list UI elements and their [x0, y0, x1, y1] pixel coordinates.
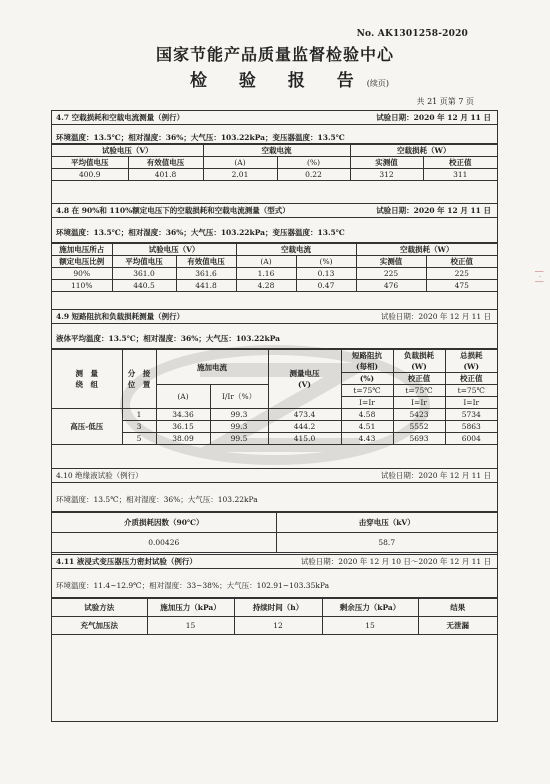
test-date: 试验日期：2020 年 12 月 10 日～2020 年 12 月 11 日: [300, 557, 491, 566]
section-header: [52, 111, 497, 125]
header-text: 测量电压: [289, 369, 320, 378]
section-title: 4.7 空载损耗和空载电流测量（例行）: [56, 113, 185, 122]
table-row: [52, 409, 497, 421]
header-cell: 施加压力（kPa）: [147, 599, 234, 617]
header-cell: (%): [341, 373, 393, 385]
header-cell: 平均值电压: [52, 157, 128, 169]
report-body: [51, 110, 498, 722]
header-cell: 校正值: [423, 157, 497, 169]
header-cell: 试验电压（V）: [112, 244, 236, 256]
voltage-ratio-table: [52, 243, 497, 292]
section-title: 4.8 在 90%和 110%额定电压下的空载损耗和空载电流测量（型式）: [56, 206, 290, 215]
table-cell: 34.36: [156, 409, 210, 421]
no-load-table: [52, 144, 497, 181]
table-cell: 6004: [445, 433, 497, 445]
load-loss-table: [52, 349, 497, 445]
table-cell: 5863: [445, 421, 497, 433]
table-cell: 4.43: [341, 433, 393, 445]
header-cell: t=75℃: [445, 385, 497, 397]
section-4-11: [52, 554, 497, 635]
header-cell: 实测值: [356, 256, 426, 268]
header-cell: I=Ir: [393, 397, 445, 409]
table-cell: 0.13: [296, 268, 356, 280]
table-cell: 99.5: [210, 433, 268, 445]
header-cell: t=75℃: [393, 385, 445, 397]
test-conditions-text: 液体平均温度：13.5℃；相对湿度：36%；大气压：103.22kPa: [56, 334, 281, 343]
header-cell: (%): [277, 157, 350, 169]
section-header: [52, 203, 497, 218]
table-cell: 1: [122, 409, 156, 421]
table-cell: 2.01: [203, 169, 277, 181]
table-cell: 440.5: [112, 280, 176, 292]
table-cell: 473.4: [268, 409, 341, 421]
table-cell: 99.3: [210, 421, 268, 433]
table-cell: 5693: [393, 433, 445, 445]
test-conditions: 环境温度：11.4~12.9℃；相对湿度：33~38%；大气压：102.91~103.35kPa: [52, 569, 497, 598]
header-text: (V): [298, 380, 311, 389]
side-seal-mark: | · |: [535, 270, 544, 284]
section-4-7: [52, 111, 497, 181]
table-cell: 0.00426: [52, 533, 276, 553]
table-row: [52, 268, 497, 280]
header-cell: [393, 350, 445, 373]
table-cell: 110%: [52, 280, 112, 292]
header-cell: 施加电流: [156, 350, 268, 385]
test-date: 试验日期：2020 年 12 月 11 日: [376, 113, 491, 122]
header-cell: 剩余压力（kPa）: [322, 599, 418, 617]
header-text: 测 量: [75, 369, 98, 378]
test-date: 试验日期：2020 年 12 月 11 日: [376, 206, 491, 215]
header-cell: t=75℃: [341, 385, 393, 397]
winding-cell: 高压-低压: [52, 409, 122, 445]
test-conditions: 环境温度：13.5℃；相对湿度：36%；大气压：103.22kPa；变压器温度：13.5℃: [52, 125, 497, 144]
header-text: 负载损耗: [404, 351, 434, 360]
table-cell: 5: [122, 433, 156, 445]
table-row: [52, 169, 497, 181]
header-cell: [341, 350, 393, 373]
header-cell: 平均值电压: [112, 256, 176, 268]
header-cell: (A): [156, 385, 210, 409]
table-cell: 5552: [393, 421, 445, 433]
table-cell: 312: [350, 169, 423, 181]
header-cell: I=Ir: [341, 397, 393, 409]
section-4-10: [52, 468, 497, 553]
header-cell: 空载电流: [203, 145, 350, 157]
report-title-text: 检 验 报 告: [190, 71, 367, 91]
table-row: [52, 617, 497, 635]
table-cell: 36.15: [156, 421, 210, 433]
header-cell: 有效值电压: [128, 157, 203, 169]
test-conditions: 环境温度：13.5℃；相对湿度：36%；大气压：103.22kPa: [52, 483, 497, 512]
table-cell: 400.9: [52, 169, 128, 181]
header-cell: 校正值: [393, 373, 445, 385]
table-cell: 4.28: [236, 280, 296, 292]
header-text: 短路阻抗: [352, 351, 382, 360]
section-title: 4.11 液浸式变压器压力密封试验（例行）: [56, 557, 197, 566]
table-cell: 444.2: [268, 421, 341, 433]
section-4-8: [52, 203, 497, 292]
header-cell: [445, 350, 497, 373]
table-cell: 38.09: [156, 433, 210, 445]
table-cell: 4.51: [341, 421, 393, 433]
table-cell: 441.8: [176, 280, 236, 292]
table-cell: 4.58: [341, 409, 393, 421]
header-cell: (%): [296, 256, 356, 268]
table-cell: 415.0: [268, 433, 341, 445]
header-cell: 介质损耗因数（90℃）: [52, 513, 276, 533]
table-cell: 225: [356, 268, 426, 280]
table-cell: 充气加压法: [52, 617, 147, 635]
section-header: [52, 554, 497, 569]
report-title: [190, 66, 389, 91]
table-cell: 3: [122, 421, 156, 433]
table-cell: 311: [423, 169, 497, 181]
header-cell: 空载电流: [236, 244, 356, 256]
section-header: [52, 468, 497, 483]
header-cell: I=Ir: [445, 397, 497, 409]
header-text: 位 置: [127, 380, 151, 389]
document-number: No. AK1301258-2020: [356, 29, 468, 39]
test-conditions: [52, 324, 497, 349]
header-cell: 实测值: [350, 157, 423, 169]
table-cell: 12: [234, 617, 322, 635]
header-text: 总损耗: [460, 351, 483, 360]
table-cell: 225: [426, 268, 497, 280]
table-cell: 475: [426, 280, 497, 292]
table-cell: 361.0: [112, 268, 176, 280]
header-cell: 试验方法: [52, 599, 147, 617]
section-title: 4.9 短路阻抗和负载损耗测量（例行）: [56, 312, 185, 321]
header-cell: [268, 350, 341, 409]
header-cell: 有效值电压: [176, 256, 236, 268]
header-cell: 施加电压所占: [52, 244, 112, 256]
table-row: [52, 533, 497, 553]
table-cell: 无泄漏: [418, 617, 497, 635]
table-cell: 0.47: [296, 280, 356, 292]
header-text: 分 接: [127, 369, 151, 378]
header-text: 绕 组: [75, 380, 98, 389]
table-cell: 401.8: [128, 169, 203, 181]
table-cell: 5423: [393, 409, 445, 421]
table-cell: 90%: [52, 268, 112, 280]
header-cell: 额定电压比例: [52, 256, 112, 268]
header-cell: 击穿电压（kV）: [276, 513, 497, 533]
table-cell: 15: [322, 617, 418, 635]
table-cell: 476: [356, 280, 426, 292]
header-cell: 校正值: [426, 256, 497, 268]
table-row: [52, 280, 497, 292]
test-conditions: 环境温度：13.5℃；相对湿度：36%；大气压：103.22kPa；变压器温度：13.5℃: [52, 218, 497, 243]
test-date: 试验日期：2020 年 12 月 11 日: [380, 471, 491, 480]
header-cell: 持续时间（h）: [234, 599, 322, 617]
table-cell: 99.3: [210, 409, 268, 421]
header-cell: I/Ir（%）: [210, 385, 268, 409]
header-text: (W): [463, 362, 480, 371]
continued-label: (续页): [366, 79, 390, 88]
table-cell: 0.22: [277, 169, 350, 181]
header-cell: 校正值: [445, 373, 497, 385]
header-text: (每相): [355, 362, 379, 371]
table-cell: 5734: [445, 409, 497, 421]
section-header: [52, 309, 497, 324]
organization-title: 国家节能产品质量监督检验中心: [155, 45, 394, 64]
header-cell: 结果: [418, 599, 497, 617]
test-date: 试验日期：2020 年 12 月 11 日: [380, 312, 491, 321]
insulation-liquid-table: [52, 512, 497, 553]
header-cell: 空载损耗（W）: [350, 145, 497, 157]
table-cell: 15: [147, 617, 234, 635]
header-text: (W): [411, 362, 427, 371]
table-cell: 361.6: [176, 268, 236, 280]
table-cell: 58.7: [276, 533, 497, 553]
table-cell: 1.16: [236, 268, 296, 280]
pressure-seal-table: [52, 598, 497, 635]
header-cell: 空载损耗（W）: [356, 244, 497, 256]
header-cell: (A): [236, 256, 296, 268]
header-cell: 试验电压（V）: [52, 145, 203, 157]
section-4-9: [52, 309, 497, 445]
header-cell: (A): [203, 157, 277, 169]
page-info: 共 21 页第 7 页: [416, 97, 474, 106]
header-cell: [122, 350, 156, 409]
header-cell: [52, 350, 122, 409]
section-title: 4.10 绝缘液试验（例行）: [56, 471, 143, 480]
